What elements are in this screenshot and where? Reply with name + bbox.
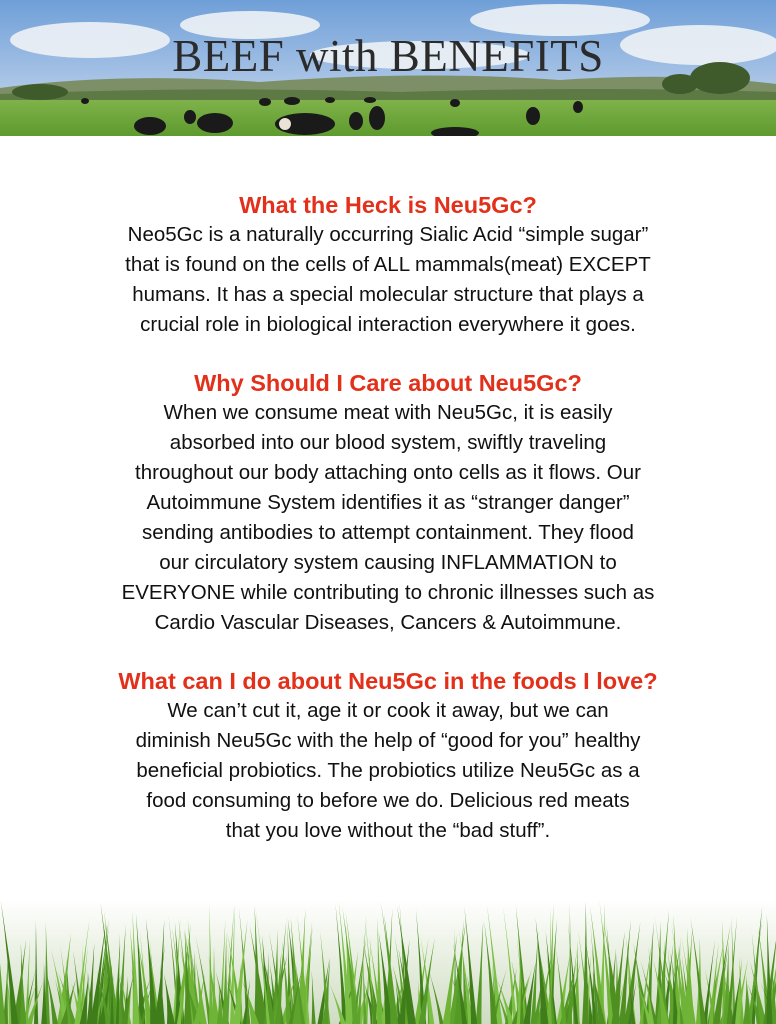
section-heading: What the Heck is Neu5Gc? <box>239 192 537 218</box>
section-paragraph <box>0 220 776 340</box>
paragraph-line: throughout our body attaching onto cells as it flows. Our <box>135 461 641 484</box>
paragraph-line: Neo5Gc is a naturally occurring Sialic Acid “simple sugar” <box>127 223 649 246</box>
paragraph-line: that is found on the cells of ALL mammals(meat) EXCEPT <box>125 253 651 276</box>
paragraph-line: We can’t cut it, age it or cook it away, but we can <box>167 699 609 722</box>
section-heading: What can I do about Neu5Gc in the foods I love? <box>118 668 658 694</box>
paragraph-line: sending antibodies to attempt containment. They flood <box>142 521 634 544</box>
section-what-is-neu5gc <box>0 190 776 340</box>
section-paragraph <box>0 696 776 846</box>
paragraph-line: Cardio Vascular Diseases, Cancers & Autoimmune. <box>154 611 622 634</box>
paragraph-line: humans. It has a special molecular structure that plays a <box>132 283 644 306</box>
grass-border <box>0 900 776 1024</box>
grass-illustration <box>0 900 776 1024</box>
pasture-banner <box>0 0 776 136</box>
paragraph-line: diminish Neu5Gc with the help of “good for you” healthy <box>135 729 641 752</box>
paragraph-line: absorbed into our blood system, swiftly traveling <box>169 431 607 454</box>
paragraph-line: our circulatory system causing INFLAMMATION to <box>159 551 617 574</box>
banner-title: BEEF with BENEFITS <box>172 31 604 81</box>
section-heading: Why Should I Care about Neu5Gc? <box>194 370 582 396</box>
paragraph-line: that you love without the “bad stuff”. <box>225 819 551 842</box>
paragraph-line: Autoimmune System identifies it as “stranger danger” <box>146 491 630 514</box>
section-what-can-i-do <box>0 666 776 846</box>
paragraph-line: EVERYONE while contributing to chronic illnesses such as <box>121 581 655 604</box>
paragraph-line: crucial role in biological interaction everywhere it goes. <box>140 313 636 336</box>
paragraph-line: beneficial probiotics. The probiotics utilize Neu5Gc as a <box>136 759 640 782</box>
paragraph-line: food consuming to before we do. Delicious red meats <box>146 789 630 812</box>
paragraph-line: When we consume meat with Neu5Gc, it is easily <box>163 401 613 424</box>
section-paragraph <box>0 398 776 638</box>
article-body <box>0 190 776 846</box>
section-why-care <box>0 368 776 638</box>
